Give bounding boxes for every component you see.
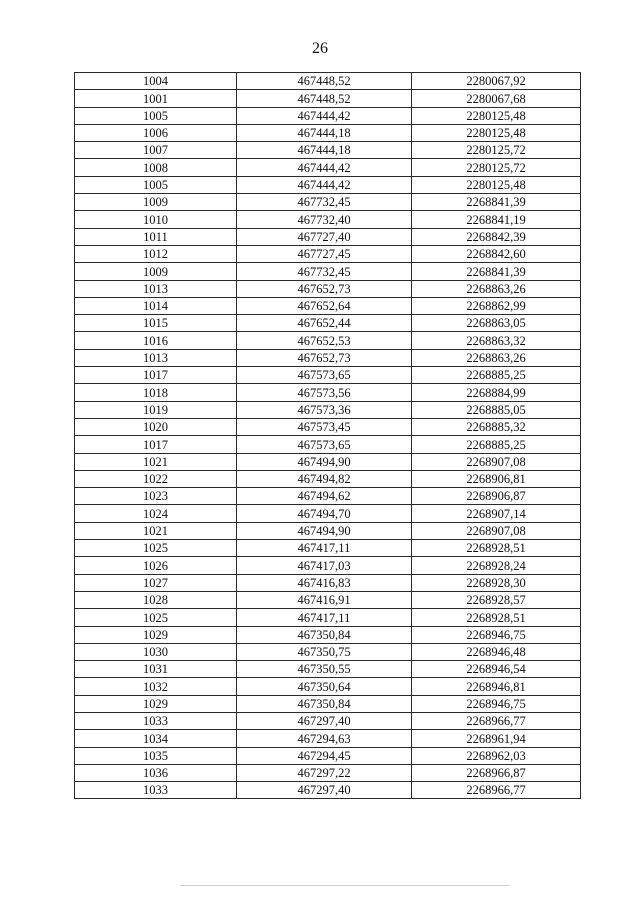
table-row [75, 90, 581, 107]
table-row [75, 522, 581, 539]
point-number-cell: 1005 [75, 107, 237, 124]
table-row [75, 730, 581, 747]
x-coordinate-cell: 467350,64 [237, 678, 412, 695]
x-coordinate-cell: 467444,18 [237, 142, 412, 159]
y-coordinate-cell: 2268842,39 [412, 228, 581, 245]
table-row [75, 591, 581, 608]
x-coordinate-cell: 467652,73 [237, 349, 412, 366]
point-number-cell: 1013 [75, 280, 237, 297]
point-number-cell: 1013 [75, 349, 237, 366]
table-row [75, 142, 581, 159]
point-number-cell: 1027 [75, 574, 237, 591]
point-number-cell: 1008 [75, 159, 237, 176]
x-coordinate-cell: 467417,11 [237, 540, 412, 557]
point-number-cell: 1006 [75, 124, 237, 141]
table-row [75, 418, 581, 435]
table-row [75, 245, 581, 262]
table-row [75, 297, 581, 314]
x-coordinate-cell: 467294,63 [237, 730, 412, 747]
table-row [75, 436, 581, 453]
x-coordinate-cell: 467573,36 [237, 401, 412, 418]
y-coordinate-cell: 2280125,48 [412, 176, 581, 193]
y-coordinate-cell: 2268928,51 [412, 540, 581, 557]
table-row [75, 349, 581, 366]
x-coordinate-cell: 467494,70 [237, 505, 412, 522]
point-number-cell: 1014 [75, 297, 237, 314]
table-row [75, 228, 581, 245]
table-row [75, 557, 581, 574]
y-coordinate-cell: 2268928,30 [412, 574, 581, 591]
point-number-cell: 1029 [75, 626, 237, 643]
x-coordinate-cell: 467417,03 [237, 557, 412, 574]
x-coordinate-cell: 467573,65 [237, 436, 412, 453]
y-coordinate-cell: 2268884,99 [412, 384, 581, 401]
y-coordinate-cell: 2268928,24 [412, 557, 581, 574]
point-number-cell: 1012 [75, 245, 237, 262]
point-number-cell: 1018 [75, 384, 237, 401]
x-coordinate-cell: 467297,40 [237, 782, 412, 799]
table-row [75, 263, 581, 280]
point-number-cell: 1024 [75, 505, 237, 522]
y-coordinate-cell: 2268842,60 [412, 245, 581, 262]
y-coordinate-cell: 2268862,99 [412, 297, 581, 314]
x-coordinate-cell: 467732,45 [237, 194, 412, 211]
y-coordinate-cell: 2268885,05 [412, 401, 581, 418]
y-coordinate-cell: 2268863,05 [412, 315, 581, 332]
x-coordinate-cell: 467416,83 [237, 574, 412, 591]
x-coordinate-cell: 467444,42 [237, 159, 412, 176]
table-row [75, 747, 581, 764]
table-row [75, 280, 581, 297]
y-coordinate-cell: 2268906,81 [412, 470, 581, 487]
point-number-cell: 1023 [75, 488, 237, 505]
y-coordinate-cell: 2280125,72 [412, 142, 581, 159]
x-coordinate-cell: 467444,42 [237, 107, 412, 124]
table-row [75, 626, 581, 643]
table-row [75, 332, 581, 349]
table-row [75, 453, 581, 470]
y-coordinate-cell: 2268928,51 [412, 609, 581, 626]
point-number-cell: 1025 [75, 609, 237, 626]
point-number-cell: 1031 [75, 661, 237, 678]
y-coordinate-cell: 2280067,68 [412, 90, 581, 107]
x-coordinate-cell: 467573,56 [237, 384, 412, 401]
y-coordinate-cell: 2280067,92 [412, 73, 581, 90]
table-row [75, 609, 581, 626]
x-coordinate-cell: 467297,22 [237, 764, 412, 781]
y-coordinate-cell: 2268863,26 [412, 280, 581, 297]
x-coordinate-cell: 467350,84 [237, 626, 412, 643]
point-number-cell: 1021 [75, 453, 237, 470]
y-coordinate-cell: 2268966,77 [412, 782, 581, 799]
point-number-cell: 1004 [75, 73, 237, 90]
x-coordinate-cell: 467652,73 [237, 280, 412, 297]
table-row [75, 661, 581, 678]
y-coordinate-cell: 2268885,32 [412, 418, 581, 435]
point-number-cell: 1026 [75, 557, 237, 574]
y-coordinate-cell: 2268863,32 [412, 332, 581, 349]
table-row [75, 384, 581, 401]
x-coordinate-cell: 467494,82 [237, 470, 412, 487]
x-coordinate-cell: 467732,40 [237, 211, 412, 228]
x-coordinate-cell: 467652,53 [237, 332, 412, 349]
point-number-cell: 1022 [75, 470, 237, 487]
x-coordinate-cell: 467573,45 [237, 418, 412, 435]
y-coordinate-cell: 2268966,87 [412, 764, 581, 781]
x-coordinate-cell: 467732,45 [237, 263, 412, 280]
point-number-cell: 1033 [75, 782, 237, 799]
y-coordinate-cell: 2268928,57 [412, 591, 581, 608]
y-coordinate-cell: 2268946,48 [412, 643, 581, 660]
point-number-cell: 1001 [75, 90, 237, 107]
point-number-cell: 1035 [75, 747, 237, 764]
point-number-cell: 1009 [75, 194, 237, 211]
y-coordinate-cell: 2268946,75 [412, 695, 581, 712]
point-number-cell: 1029 [75, 695, 237, 712]
y-coordinate-cell: 2268841,39 [412, 263, 581, 280]
table-row [75, 470, 581, 487]
table-row [75, 574, 581, 591]
y-coordinate-cell: 2268841,19 [412, 211, 581, 228]
point-number-cell: 1005 [75, 176, 237, 193]
point-number-cell: 1034 [75, 730, 237, 747]
table-row [75, 678, 581, 695]
x-coordinate-cell: 467350,75 [237, 643, 412, 660]
y-coordinate-cell: 2268961,94 [412, 730, 581, 747]
table-row [75, 159, 581, 176]
y-coordinate-cell: 2280125,48 [412, 107, 581, 124]
page-number: 26 [312, 40, 328, 57]
point-number-cell: 1009 [75, 263, 237, 280]
x-coordinate-cell: 467448,52 [237, 73, 412, 90]
x-coordinate-cell: 467294,45 [237, 747, 412, 764]
bottom-divider [180, 885, 510, 886]
y-coordinate-cell: 2280125,72 [412, 159, 581, 176]
table-row [75, 107, 581, 124]
y-coordinate-cell: 2268863,26 [412, 349, 581, 366]
x-coordinate-cell: 467350,84 [237, 695, 412, 712]
table-row [75, 540, 581, 557]
x-coordinate-cell: 467297,40 [237, 712, 412, 729]
point-number-cell: 1015 [75, 315, 237, 332]
x-coordinate-cell: 467727,45 [237, 245, 412, 262]
y-coordinate-cell: 2268907,08 [412, 453, 581, 470]
x-coordinate-cell: 467417,11 [237, 609, 412, 626]
table-row [75, 488, 581, 505]
point-number-cell: 1010 [75, 211, 237, 228]
x-coordinate-cell: 467444,42 [237, 176, 412, 193]
x-coordinate-cell: 467448,52 [237, 90, 412, 107]
table-row [75, 712, 581, 729]
point-number-cell: 1017 [75, 436, 237, 453]
point-number-cell: 1036 [75, 764, 237, 781]
y-coordinate-cell: 2268907,08 [412, 522, 581, 539]
y-coordinate-cell: 2280125,48 [412, 124, 581, 141]
coordinates-table [74, 72, 581, 799]
y-coordinate-cell: 2268841,39 [412, 194, 581, 211]
x-coordinate-cell: 467494,62 [237, 488, 412, 505]
x-coordinate-cell: 467494,90 [237, 522, 412, 539]
y-coordinate-cell: 2268966,77 [412, 712, 581, 729]
x-coordinate-cell: 467652,44 [237, 315, 412, 332]
x-coordinate-cell: 467494,90 [237, 453, 412, 470]
y-coordinate-cell: 2268946,75 [412, 626, 581, 643]
point-number-cell: 1032 [75, 678, 237, 695]
point-number-cell: 1016 [75, 332, 237, 349]
table-row [75, 124, 581, 141]
y-coordinate-cell: 2268885,25 [412, 367, 581, 384]
point-number-cell: 1020 [75, 418, 237, 435]
point-number-cell: 1030 [75, 643, 237, 660]
point-number-cell: 1019 [75, 401, 237, 418]
x-coordinate-cell: 467416,91 [237, 591, 412, 608]
table-row [75, 73, 581, 90]
point-number-cell: 1021 [75, 522, 237, 539]
x-coordinate-cell: 467727,40 [237, 228, 412, 245]
y-coordinate-cell: 2268946,81 [412, 678, 581, 695]
point-number-cell: 1011 [75, 228, 237, 245]
coordinates-table-body [75, 73, 581, 799]
point-number-cell: 1028 [75, 591, 237, 608]
x-coordinate-cell: 467444,18 [237, 124, 412, 141]
table-row [75, 315, 581, 332]
point-number-cell: 1025 [75, 540, 237, 557]
y-coordinate-cell: 2268946,54 [412, 661, 581, 678]
y-coordinate-cell: 2268906,87 [412, 488, 581, 505]
x-coordinate-cell: 467350,55 [237, 661, 412, 678]
x-coordinate-cell: 467652,64 [237, 297, 412, 314]
y-coordinate-cell: 2268885,25 [412, 436, 581, 453]
y-coordinate-cell: 2268907,14 [412, 505, 581, 522]
table-row [75, 643, 581, 660]
table-row [75, 367, 581, 384]
point-number-cell: 1017 [75, 367, 237, 384]
table-row [75, 505, 581, 522]
point-number-cell: 1033 [75, 712, 237, 729]
y-coordinate-cell: 2268962,03 [412, 747, 581, 764]
x-coordinate-cell: 467573,65 [237, 367, 412, 384]
table-row [75, 782, 581, 799]
table-row [75, 695, 581, 712]
table-row [75, 764, 581, 781]
table-row [75, 211, 581, 228]
table-row [75, 194, 581, 211]
table-row [75, 401, 581, 418]
point-number-cell: 1007 [75, 142, 237, 159]
table-row [75, 176, 581, 193]
